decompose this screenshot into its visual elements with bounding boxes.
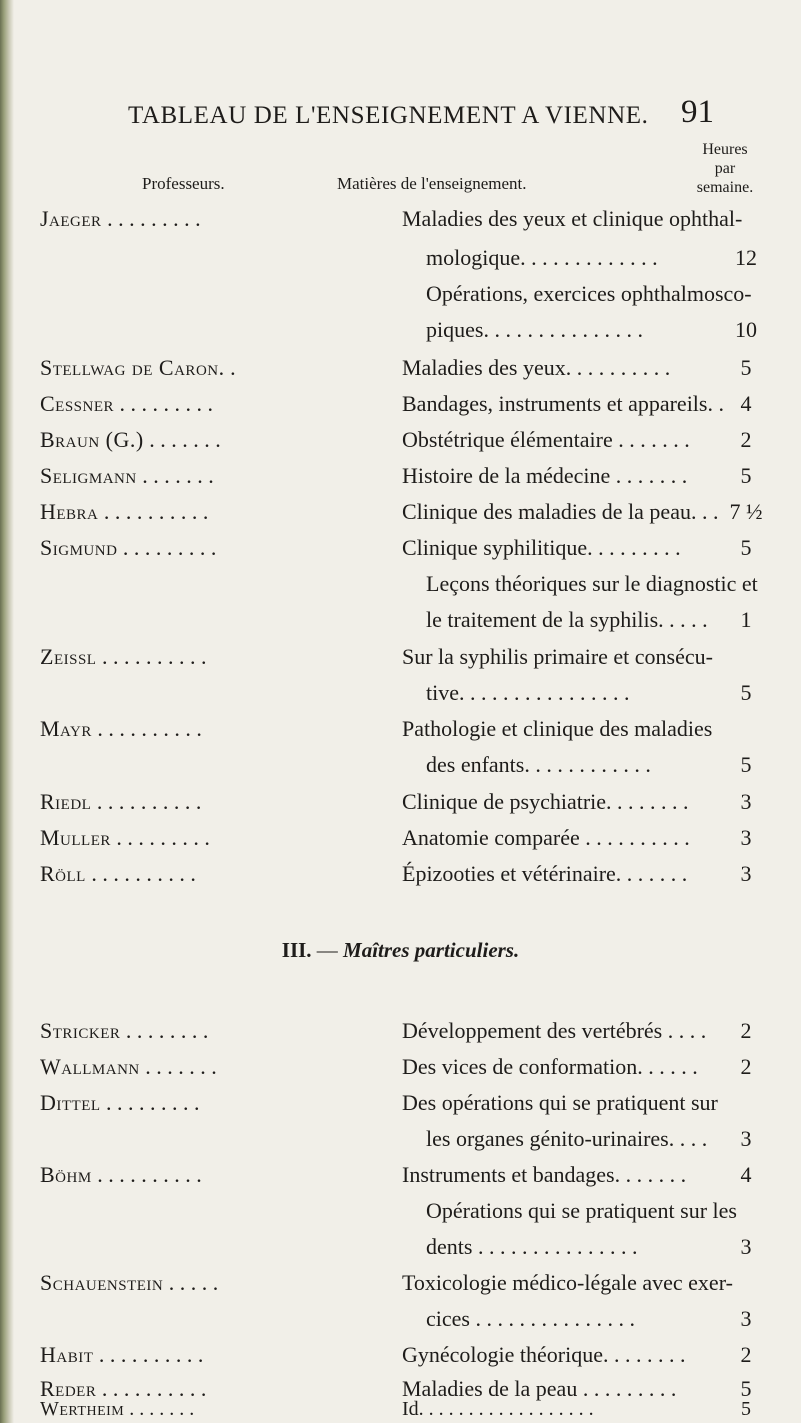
subject-line: Clinique des maladies de la peau. . . xyxy=(402,499,719,524)
subject-line: Bandages, instruments et appareils. . xyxy=(402,391,724,416)
column-header-heures-line: Heures xyxy=(702,141,748,158)
subject-line: Clinique de psychiatrie. . . . . . . . xyxy=(402,789,689,814)
entry-row xyxy=(40,1342,766,1368)
subject-line: le traitement de la syphilis. . . . . xyxy=(426,607,708,632)
professor-name: Sigmund xyxy=(40,535,118,560)
subject-line: tive. . . . . . . . . . . . . . . . xyxy=(426,680,630,705)
leader-dots: . . . . . . . . . . xyxy=(103,499,209,524)
professor-name: Muller xyxy=(40,825,111,850)
professor-name: Habit xyxy=(40,1342,94,1367)
leader-dots: . . . . . . . . . xyxy=(119,391,214,416)
entry-row xyxy=(40,1018,766,1044)
leader-dots: . . . . . . . xyxy=(145,1054,217,1079)
hours-value: 1 xyxy=(740,607,752,632)
leader-dots: . . . . . . . xyxy=(142,463,214,488)
subject-line: Leçons théoriques sur le diagnostic et xyxy=(426,571,758,596)
hours-value: 5 xyxy=(740,535,752,560)
hours-value: 5 xyxy=(740,1376,752,1401)
subject-line: Opérations, exercices ophthalmosco- xyxy=(426,281,752,306)
column-header-heures xyxy=(690,140,760,197)
page-header xyxy=(128,88,714,134)
leader-dots: . . . . . . . . . xyxy=(122,535,217,560)
hours-value: 4 xyxy=(740,1162,752,1187)
section-heading xyxy=(0,938,801,963)
entry-row xyxy=(40,427,766,453)
professor-name: Stricker xyxy=(40,1018,121,1043)
hours-value: 5 xyxy=(741,1398,751,1420)
professor-name: Seligmann xyxy=(40,463,137,488)
subject-line: cices . . . . . . . . . . . . . . . xyxy=(426,1306,635,1331)
leader-dots: . . . . . . . . . . xyxy=(101,1376,207,1401)
subject-line: Gynécologie théorique. . . . . . . . xyxy=(402,1342,686,1367)
hours-value: 3 xyxy=(740,1234,752,1259)
column-header-heures-line: semaine. xyxy=(696,179,754,196)
subject-line: Histoire de la médecine . . . . . . . xyxy=(402,463,688,488)
professor-name: Wertheim xyxy=(40,1398,125,1420)
leader-dots: . . . . . . . . . . xyxy=(96,789,202,814)
hours-value: 12 xyxy=(735,245,757,270)
professor-name: Reder xyxy=(40,1376,97,1401)
running-title: TABLEAU DE L'ENSEIGNEMENT A VIENNE. xyxy=(128,102,649,129)
professor-name: Wallmann xyxy=(40,1054,140,1079)
entry-row xyxy=(40,825,766,851)
entry-row xyxy=(40,499,766,525)
subject-line: des enfants. . . . . . . . . . . . xyxy=(426,752,651,777)
section-title: Maîtres particuliers. xyxy=(343,938,520,962)
entry-row xyxy=(40,789,766,815)
leader-dots: . . . . . . . . . . xyxy=(91,861,196,886)
subject-line: Clinique syphilitique. . . . . . . . . xyxy=(402,535,681,560)
subject-line: Anatomie comparée . . . . . . . . . . xyxy=(402,825,690,850)
professor-name: Jaeger xyxy=(40,206,102,231)
hours-value: 2 xyxy=(740,1018,752,1043)
entry-row xyxy=(40,391,766,417)
leader-dots: . . . . . . . . xyxy=(125,1018,209,1043)
professor-name: Zeissl xyxy=(40,644,97,669)
subject-line: Toxicologie médico-légale avec exer- xyxy=(402,1270,733,1295)
leader-dots: . . . . . . . . . xyxy=(116,825,210,850)
subject-line: mologique. . . . . . . . . . . . . xyxy=(426,245,658,270)
professor-name: Stellwag de Caron. xyxy=(40,355,225,380)
subject-line: Des opérations qui se pratiquent sur xyxy=(402,1090,718,1115)
subject-line: les organes génito-urinaires. . . . xyxy=(426,1126,708,1151)
professor-name: Dittel xyxy=(40,1090,101,1115)
subject-line: piques. . . . . . . . . . . . . . . xyxy=(426,317,643,342)
leader-dots: . . . . . . . . . . xyxy=(97,1162,202,1187)
professor-name: Cessner xyxy=(40,391,115,416)
leader-dots: . . . . . . . . . xyxy=(106,1090,200,1115)
leader-dots: . . . . . xyxy=(168,1270,219,1295)
professor-name: Böhm xyxy=(40,1162,92,1187)
entry-row xyxy=(40,1270,766,1296)
hours-value: 2 xyxy=(740,1054,752,1079)
column-header-heures-line: par xyxy=(714,160,736,177)
section-number: III. xyxy=(281,938,312,962)
hours-value: 4 xyxy=(740,391,752,416)
subject-line: Maladies des yeux et clinique ophthal- xyxy=(402,206,743,231)
leader-dots: . . . . . . . . . . xyxy=(101,644,207,669)
subject-line: Obstétrique élémentaire . . . . . . . xyxy=(402,427,690,452)
subject-line: Épizooties et vétérinaire. . . . . . . xyxy=(402,861,688,886)
hours-value: 3 xyxy=(740,825,752,850)
entry-row xyxy=(40,206,766,232)
hours-value: 5 xyxy=(740,752,752,777)
hours-value: 3 xyxy=(740,789,752,814)
entry-row xyxy=(40,1398,766,1421)
subject-line: Pathologie et clinique des maladies xyxy=(402,716,713,741)
entry-row xyxy=(40,535,766,561)
professor-name: Mayr xyxy=(40,716,92,741)
professor-name: Riedl xyxy=(40,789,92,814)
leader-dots: . . . . . . . xyxy=(129,1398,195,1420)
subject-line: Des vices de conformation. . . . . . xyxy=(402,1054,698,1079)
column-header-matieres: Matières de l'enseignement. xyxy=(337,174,527,193)
subject-line: Instruments et bandages. . . . . . . xyxy=(402,1162,687,1187)
subject-line: dents . . . . . . . . . . . . . . . xyxy=(426,1234,638,1259)
leader-dots: . . . . . . . xyxy=(149,427,221,452)
professor-name: Braun (G.) xyxy=(40,427,144,452)
leader-dots: . . . . . . . . . . xyxy=(97,716,202,741)
entry-row xyxy=(40,355,766,381)
entry-row xyxy=(40,644,766,670)
professor-name: Röll xyxy=(40,861,86,886)
hours-value: 2 xyxy=(740,1342,752,1367)
hours-value: 2 xyxy=(740,427,752,452)
entry-row xyxy=(40,1054,766,1080)
professor-name: Hebra xyxy=(40,499,99,524)
professor-name: Schauenstein xyxy=(40,1270,164,1295)
hours-value: 3 xyxy=(740,1306,752,1331)
hours-value: 5 xyxy=(740,355,752,380)
subject-line: Sur la syphilis primaire et consécu- xyxy=(402,644,713,669)
subject-line: Développement des vertébrés . . . . xyxy=(402,1018,707,1043)
leader-dots: . . . . . . . . . xyxy=(107,206,201,231)
subject-line: Maladies de la peau . . . . . . . . . xyxy=(402,1376,677,1401)
entry-row xyxy=(40,861,766,887)
hours-value: 10 xyxy=(735,317,757,342)
subject-line: Opérations qui se pratiquent sur les xyxy=(426,1198,737,1223)
hours-value: 3 xyxy=(740,861,752,886)
entry-row xyxy=(40,463,766,489)
leader-dots: . . . . . . . . . . xyxy=(98,1342,204,1367)
subject-line: Maladies des yeux. . . . . . . . . . xyxy=(402,355,671,380)
leader-dots: . xyxy=(230,355,236,380)
entry-row xyxy=(40,1162,766,1188)
hours-value: 7 ½ xyxy=(729,499,763,524)
hours-value: 5 xyxy=(740,680,752,705)
hours-value: 3 xyxy=(740,1126,752,1151)
entry-row xyxy=(40,1090,766,1116)
column-header-professeurs: Professeurs. xyxy=(142,174,225,193)
page-binding-edge xyxy=(0,0,14,1423)
hours-value: 5 xyxy=(740,463,752,488)
section-dash: — xyxy=(316,938,338,962)
page-number: 91 xyxy=(681,94,714,130)
subject-line: Id. . . . . . . . . . . . . . . . . . xyxy=(402,1398,594,1420)
entry-row xyxy=(40,716,766,742)
